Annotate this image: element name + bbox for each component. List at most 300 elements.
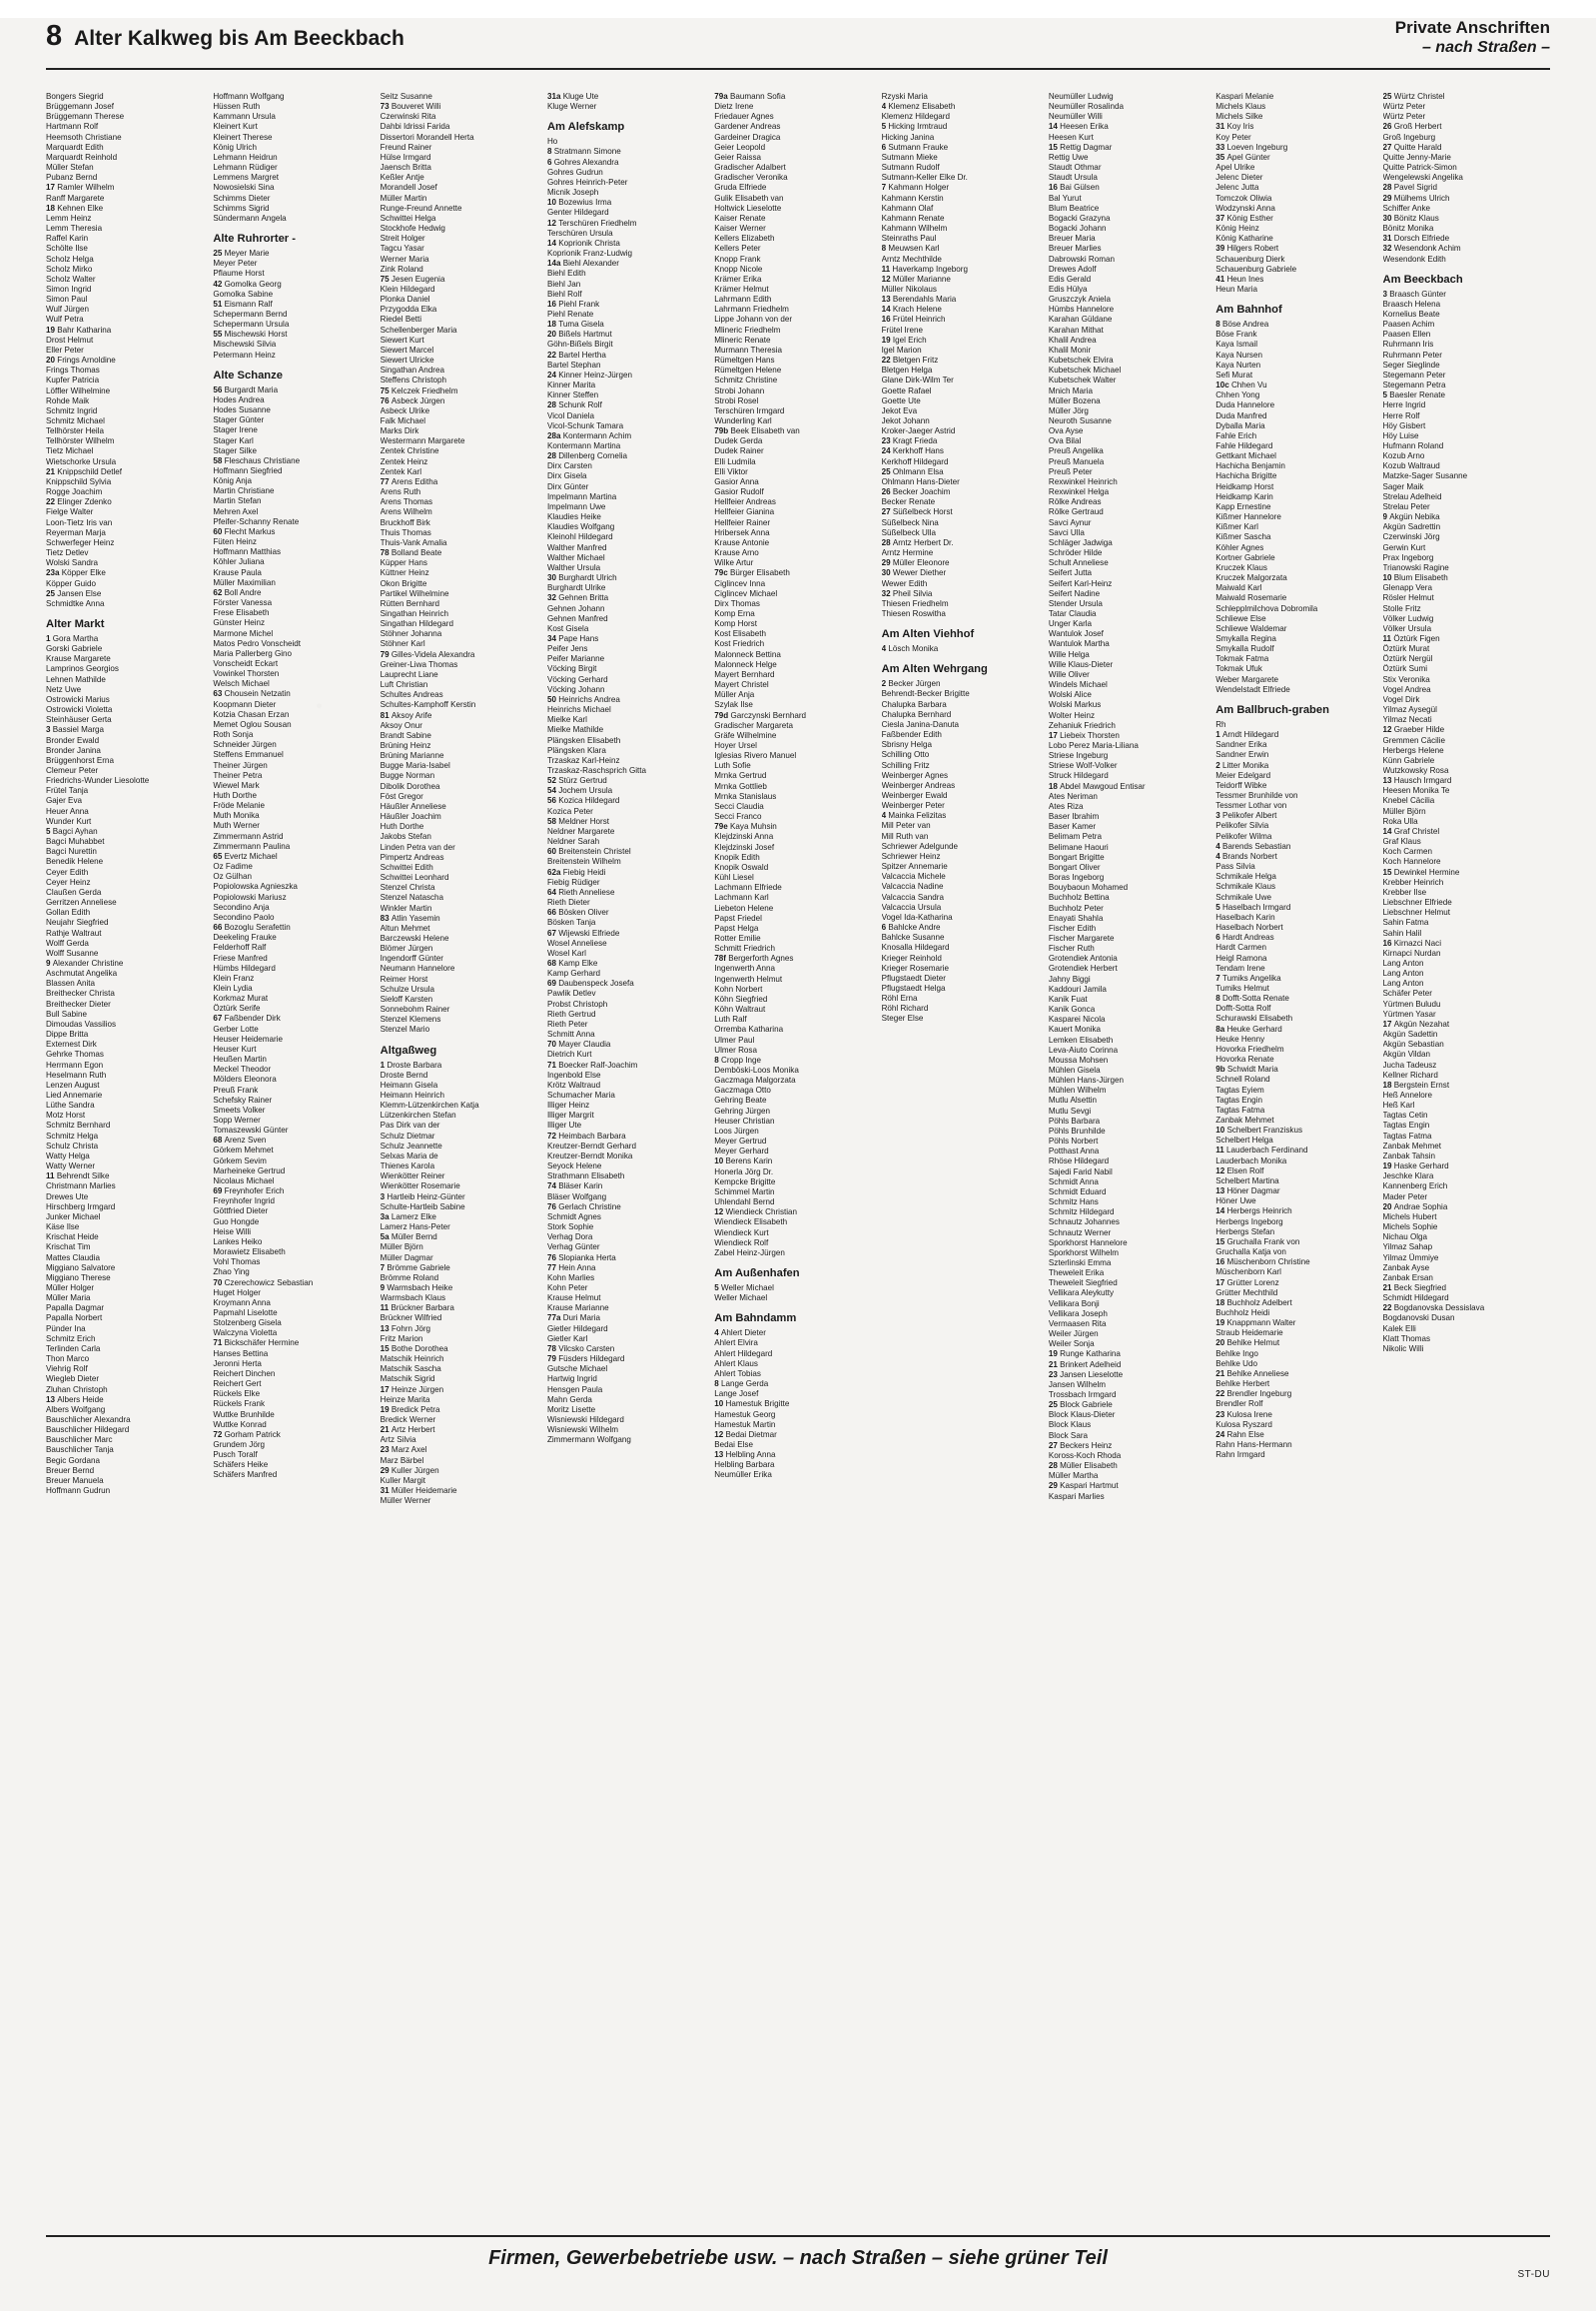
directory-entry: Klemm-Lützenkirchen Katja: [380, 1101, 479, 1111]
directory-entry: Luth Sofie: [714, 761, 751, 771]
directory-entry: Heuser Christian: [714, 1116, 775, 1126]
directory-entry: 29 Mülhems Ulrich: [1382, 193, 1450, 203]
directory-entry: Welsch Michael: [213, 679, 270, 689]
house-number: 21: [380, 1425, 392, 1435]
directory-entry: Jekot Eva: [881, 405, 918, 415]
directory-entry: Neldner Margarete: [546, 826, 615, 836]
directory-entry: Siewert Kurt: [380, 335, 424, 345]
house-number: 29: [881, 558, 893, 568]
directory-entry: Terschüren Ursula: [546, 228, 613, 238]
street-heading: Am Ballbruch-graben: [1215, 703, 1329, 716]
directory-entry: 76 Asbeck Jürgen: [380, 395, 445, 405]
directory-entry: Gruszczyk Aniela: [1048, 295, 1111, 305]
directory-entry: Brüggemann Josef: [46, 102, 114, 112]
directory-entry: Zentek Heinz: [380, 456, 428, 466]
directory-entry: Dirx Thomas: [714, 598, 760, 608]
footer-rule: [46, 2235, 1550, 2237]
directory-entry: Schmitt Anna: [546, 1030, 595, 1040]
directory-entry: Friedrichs-Wunder Liesolotte: [46, 776, 150, 786]
directory-entry: Tumiks Helmut: [1215, 983, 1269, 993]
directory-entry: Pimpertz Andreas: [380, 852, 444, 862]
directory-entry: 77a Duri Maria: [546, 1313, 601, 1323]
directory-entry: Heselmann Ruth: [46, 1070, 107, 1080]
house-number: 28: [1048, 1461, 1061, 1471]
directory-entry: Koch Carmen: [1382, 847, 1432, 857]
directory-entry: Krieger Reinhold: [881, 953, 942, 963]
directory-entry: 20 Andrae Sophia: [1382, 1201, 1448, 1211]
directory-entry: Kerkhoff Hildegard: [881, 456, 949, 466]
directory-entry: 15 Bothe Dorothea: [380, 1343, 448, 1353]
directory-entry: Völker Ursula: [1382, 623, 1432, 633]
directory-entry: Clemeur Peter: [46, 766, 99, 775]
directory-entry: Komp Erna: [714, 608, 755, 618]
directory-entry: Roth Sonja: [213, 730, 254, 740]
directory-entry: Chhen Yong: [1215, 390, 1260, 400]
directory-entry: Gaczmaga Otto: [714, 1086, 771, 1096]
directory-entry: Stenzel Mario: [380, 1025, 430, 1035]
directory-entry: Kauert Monika: [1048, 1025, 1102, 1035]
directory-entry: 65 Evertz Michael: [213, 851, 278, 861]
house-number: 12: [546, 218, 559, 228]
directory-entry: Illiger Ute: [546, 1121, 582, 1131]
house-number: 16: [1215, 1257, 1227, 1267]
directory-entry: Zabel Heinz-Jürgen: [714, 1247, 785, 1257]
directory-entry: Schultes Andreas: [380, 690, 443, 700]
house-number: 42: [213, 279, 225, 289]
directory-entry: Röhl Erna: [881, 994, 918, 1004]
directory-entry: Köhn Siegfried: [714, 994, 768, 1004]
house-number: 22: [546, 350, 559, 360]
directory-entry: Tagcu Yasar: [380, 244, 424, 254]
directory-entry: Klaudies Heike: [546, 512, 601, 522]
directory-entry: Herbergs Ingeborg: [1215, 1216, 1283, 1226]
house-number: 30: [881, 568, 893, 578]
directory-entry: Wille Klaus-Dieter: [1048, 659, 1114, 669]
house-number: 21: [46, 466, 58, 476]
directory-entry: Simon Paul: [46, 295, 88, 305]
directory-entry: Knopik Oswald: [714, 862, 769, 872]
directory-entry: Partikel Wilhelmine: [380, 588, 449, 598]
directory-entry: Heimann Heinrich: [380, 1091, 444, 1100]
directory-entry: Krebber Heinrich: [1382, 877, 1444, 887]
directory-entry: Seifert Karl-Heinz: [1048, 578, 1113, 588]
directory-entry: Hümbs Hannelore: [1048, 305, 1115, 315]
directory-entry: Braasch Helena: [1382, 299, 1441, 309]
directory-entry: Mölders Eleonora: [213, 1075, 277, 1085]
directory-entry: Walther Michael: [546, 552, 605, 562]
house-number: 25: [46, 588, 58, 598]
directory-entry: Gehring Beate: [714, 1096, 767, 1106]
house-number: 62: [213, 587, 225, 597]
directory-entry: 12 Wiendieck Christian: [714, 1207, 798, 1217]
directory-entry: Becker Renate: [881, 497, 936, 507]
directory-entry: 19 Bredick Petra: [380, 1404, 440, 1414]
directory-entry: Smykalla Rudolf: [1215, 644, 1274, 654]
directory-entry: Arens Wilhelm: [380, 507, 432, 517]
directory-entry: 1 Droste Barbara: [380, 1060, 442, 1070]
directory-entry: Stender Ursula: [1048, 598, 1103, 608]
directory-entry: Straub Heidemarie: [1215, 1328, 1283, 1338]
directory-entry: Walther Manfred: [546, 542, 607, 552]
directory-entry: Kohn Marlies: [546, 1272, 595, 1282]
directory-entry: Weiler Jürgen: [1048, 1329, 1099, 1339]
directory-entry: Trossbach Irmgard: [1048, 1390, 1117, 1399]
house-number: 19: [1215, 1318, 1227, 1328]
directory-entry: Krischat Tim: [46, 1242, 91, 1252]
directory-entry: Stager Günter: [213, 415, 265, 425]
house-number: 14: [881, 305, 893, 315]
directory-entry: 7 Tumiks Angelika: [1215, 973, 1281, 983]
directory-entry: Kuller Margit: [380, 1475, 426, 1485]
directory-entry: Akgün Vildan: [1382, 1050, 1431, 1060]
directory-entry: 1 Gora Martha: [46, 633, 99, 643]
directory-entry: Begic Gordana: [46, 1455, 100, 1465]
directory-entry: Arntz Mechthilde: [881, 254, 942, 264]
directory-entry: Mader Peter: [1382, 1191, 1428, 1201]
directory-entry: 77 Arens Editha: [380, 476, 438, 486]
directory-entry: 23 Kulosa Irene: [1215, 1409, 1272, 1419]
house-number: 8: [714, 1379, 722, 1389]
directory-entry: Faßbender Edith: [881, 730, 942, 740]
directory-entry: 13 Albers Heide: [46, 1394, 104, 1404]
directory-entry: Schwittei Helga: [380, 213, 436, 223]
directory-entry: Scholz Helga: [46, 254, 94, 264]
directory-entry: Kulosa Ryszard: [1215, 1419, 1272, 1429]
directory-entry: Simon Ingrid: [46, 284, 92, 294]
directory-entry: Wisniewski Wilhelm: [546, 1425, 618, 1435]
directory-entry: 18 Tuma Gisela: [546, 320, 604, 330]
directory-entry: Vonscheidt Eckart: [213, 658, 279, 668]
directory-entry: 2 Becker Jürgen: [881, 679, 941, 689]
directory-entry: Seyock Helene: [546, 1161, 602, 1171]
directory-entry: Papmahl Liselotte: [213, 1307, 278, 1317]
house-number: 58: [546, 816, 559, 826]
directory-entry: Preuß Peter: [1048, 466, 1093, 476]
directory-entry: Weinberger Agnes: [881, 770, 949, 780]
directory-entry: Marquardt Reinhold: [46, 152, 118, 162]
house-number: 13: [380, 1323, 392, 1333]
directory-entry: 14 Graf Christel: [1382, 826, 1440, 836]
directory-entry: Chalupka Barbara: [881, 699, 947, 709]
directory-entry: Müller Nikolaus: [881, 284, 937, 294]
directory-entry: 16 Bai Gülsen: [1048, 183, 1100, 193]
directory-entry: Christmann Marlies: [46, 1181, 116, 1191]
directory-entry: Krebber Ilse: [1382, 887, 1427, 897]
directory-entry: Malonneck Bettina: [714, 649, 781, 659]
directory-entry: Drost Helmut: [46, 335, 94, 345]
directory-entry: 35 Apel Günter: [1215, 152, 1270, 162]
directory-entry: Schäfer Peter: [1382, 989, 1432, 999]
directory-entry: 19 Runge Katharina: [1048, 1349, 1121, 1359]
directory-entry: Paasen Achim: [1382, 320, 1435, 330]
directory-entry: Rösler Helmut: [1382, 593, 1434, 603]
directory-entry: Mrnka Stanislaus: [714, 791, 777, 801]
directory-entry: Stenzel Natascha: [380, 893, 444, 903]
directory-entry: Gehnen Manfred: [546, 613, 608, 623]
house-number: 4: [881, 102, 889, 112]
directory-entry: Peifer Marianne: [546, 654, 605, 664]
directory-entry: Rütten Bernhard: [380, 598, 440, 608]
directory-entry: Paasen Ellen: [1382, 330, 1431, 340]
house-number: 29: [1048, 1481, 1061, 1491]
directory-entry: Maria Pallerberg Gino: [213, 648, 293, 658]
directory-entry: Verhag Dora: [546, 1232, 593, 1242]
directory-entry: Miggiano Therese: [46, 1272, 111, 1282]
directory-entry: Heß Karl: [1382, 1101, 1415, 1111]
directory-entry: Gollan Edith: [46, 908, 91, 918]
directory-entry: Vellikara Joseph: [1048, 1308, 1108, 1318]
directory-entry: Kozub Arno: [1382, 451, 1425, 461]
directory-entry: Tagtas Fatma: [1382, 1131, 1432, 1141]
directory-entry: Sager Maik: [1382, 481, 1424, 491]
directory-entry: Lahrmann Friedhelm: [714, 305, 789, 315]
directory-entry: König Katharine: [1215, 234, 1273, 244]
directory-entry: 6 Hardt Andreas: [1215, 933, 1274, 943]
directory-entry: Jucha Tadeusz: [1382, 1060, 1437, 1070]
house-number: 79: [546, 1354, 559, 1364]
directory-entry: Bagci Nurettin: [46, 847, 97, 857]
directory-entry: Sutmann Rudolf: [881, 163, 940, 173]
house-number: 75: [380, 385, 392, 395]
directory-entry: Theweleit Siegfried: [1048, 1278, 1118, 1288]
directory-entry: Käse Ilse: [46, 1222, 80, 1232]
directory-entry: Rzyski Maria: [881, 92, 928, 101]
house-number: 15: [1382, 867, 1394, 877]
directory-entry: 5 Weller Michael: [714, 1282, 774, 1292]
house-number: 23: [1048, 1369, 1061, 1379]
directory-entry: Rexwinkel Heinrich: [1048, 476, 1118, 486]
directory-entry: Singathan Andrea: [380, 366, 444, 376]
directory-entry: Hellfeier Rainer: [714, 517, 771, 527]
directory-entry: Grotendiek Herbert: [1048, 964, 1118, 974]
directory-entry: Weinberger Ewald: [881, 791, 948, 800]
directory-entry: 19 Bahr Katharina: [46, 325, 112, 335]
directory-column: [381, 92, 547, 2219]
directory-entry: Klaudies Wolfgang: [546, 522, 615, 532]
directory-entry: 69 Freynhofer Erich: [213, 1186, 285, 1196]
directory-entry: Vogel Ida-Katharina: [881, 912, 953, 922]
directory-entry: Schauenburg Dierk: [1215, 254, 1285, 264]
directory-entry: Riedel Betti: [380, 315, 422, 325]
directory-entry: Tietz Detlev: [46, 548, 89, 558]
directory-entry: Scholz Mirko: [46, 264, 93, 274]
directory-entry: Heuser Kurt: [213, 1044, 257, 1054]
directory-entry: 9b Schwidt Maria: [1215, 1065, 1278, 1075]
directory-entry: Zimmermann Astrid: [213, 831, 284, 841]
directory-entry: Zanbak Tahsin: [1382, 1151, 1435, 1160]
directory-entry: Sandner Erwin: [1215, 750, 1269, 760]
directory-entry: Kißmer Sascha: [1215, 532, 1271, 542]
directory-entry: Valcaccia Ursula: [881, 902, 942, 912]
house-number: 41: [1215, 274, 1227, 284]
directory-entry: 72 Heimbach Barbara: [546, 1131, 626, 1141]
directory-entry: Breithecker Christa: [46, 989, 115, 999]
directory-entry: Heemsoth Christiane: [46, 132, 122, 142]
directory-entry: Kroymann Anna: [213, 1297, 271, 1307]
directory-entry: 60 Breitenstein Christel: [546, 847, 631, 857]
directory-entry: Klatt Thomas: [1382, 1333, 1431, 1343]
directory-entry: Vicol Daniela: [546, 410, 595, 420]
directory-entry: Schmitz Hildegard: [1048, 1207, 1115, 1217]
directory-entry: Rümeltgen Hans: [714, 356, 775, 366]
directory-entry: Ruhrmann Iris: [1382, 340, 1434, 350]
directory-entry: Müller Maximilian: [213, 577, 276, 587]
directory-entry: Mehren Axel: [213, 506, 259, 516]
house-number: 13: [881, 295, 893, 305]
directory-entry: 28 Schunk Rolf: [546, 400, 602, 410]
directory-entry: Verhag Günter: [546, 1242, 600, 1252]
house-number: 70: [213, 1277, 225, 1287]
directory-entry: Westermann Margarete: [380, 436, 465, 446]
street-heading: Am Bahnhof: [1215, 304, 1282, 317]
directory-entry: Strelau Peter: [1382, 501, 1430, 511]
directory-entry: Schepermann Bernd: [213, 309, 288, 319]
directory-entry: 18 Buchholz Adelbert: [1215, 1297, 1292, 1307]
house-number: 62a: [546, 867, 563, 877]
directory-entry: Kluge Werner: [546, 102, 597, 112]
directory-entry: Öztürk Murat: [1382, 644, 1430, 654]
house-number: 13: [1382, 776, 1394, 786]
directory-entry: Yilmaz Aysegül: [1382, 705, 1437, 715]
directory-entry: 68 Arenz Sven: [213, 1136, 267, 1146]
directory-entry: Kellers Elizabeth: [714, 234, 775, 244]
directory-entry: Pubanz Bernd: [46, 173, 98, 183]
house-number: 35: [1215, 152, 1227, 162]
directory-columns: [46, 92, 1550, 2219]
house-number: 68: [213, 1136, 225, 1146]
directory-entry: Ciglincev Michael: [714, 588, 778, 598]
directory-entry: 13 Helbling Anna: [714, 1450, 776, 1460]
house-number: 11: [46, 1171, 57, 1181]
directory-entry: 81 Aksoy Arife: [380, 710, 432, 720]
directory-entry: Wolter Heinz: [1048, 710, 1096, 720]
directory-entry: 28a Kontermann Achim: [546, 430, 632, 440]
directory-entry: Theiner Petra: [213, 770, 263, 780]
house-number: 14a: [546, 259, 563, 269]
directory-entry: 27 Quitte Harald: [1382, 142, 1442, 152]
directory-entry: 17 Grütter Lorenz: [1215, 1277, 1279, 1287]
directory-entry: Klemenz Hildegard: [881, 112, 950, 122]
directory-entry: Rh: [1215, 719, 1226, 729]
directory-entry: Strathmann Elisabeth: [546, 1171, 625, 1181]
house-number: 31a: [546, 92, 563, 101]
directory-entry: 21 Behlke Anneliese: [1215, 1368, 1289, 1378]
directory-entry: Claußen Gerda: [46, 887, 102, 897]
directory-entry: Kleinohl Hildegard: [546, 532, 613, 542]
directory-entry: Schiffer Anke: [1382, 203, 1431, 213]
directory-entry: Müller Maria: [46, 1293, 91, 1303]
house-number: 37: [1215, 213, 1227, 223]
directory-entry: 31 Müller Heidemarie: [380, 1486, 457, 1496]
directory-entry: Bösken Tanja: [546, 918, 596, 928]
directory-entry: Kißmer Hannelore: [1215, 512, 1281, 522]
directory-entry: Marheineke Gertrud: [213, 1165, 286, 1175]
directory-entry: Knippschild Sylvia: [46, 476, 112, 486]
directory-entry: Elli Viktor: [714, 466, 748, 476]
directory-entry: Valcaccia Nadine: [881, 882, 944, 892]
directory-entry: Wille Oliver: [1048, 669, 1090, 679]
directory-entry: Siewert Ulricke: [380, 356, 434, 366]
header-section-label: Private Anschriften: [1394, 18, 1550, 37]
directory-entry: Fritz Marion: [380, 1333, 423, 1343]
house-number: 11: [1382, 633, 1394, 643]
house-number: 15: [380, 1343, 392, 1353]
directory-entry: Hartmann Rolf: [46, 122, 99, 132]
street-heading: Altgaßweg: [380, 1044, 437, 1057]
directory-entry: 10 Schelbert Franziskus: [1215, 1126, 1303, 1136]
directory-entry: Ciesla Janina-Danuta: [881, 719, 959, 729]
directory-entry: Wille Helga: [1048, 649, 1090, 659]
directory-entry: Block Klaus: [1048, 1420, 1092, 1430]
directory-page: [0, 18, 1596, 2311]
directory-entry: Wuttke Konrad: [213, 1419, 267, 1429]
directory-entry: Struck Hildegard: [1048, 771, 1109, 781]
house-number: 16: [881, 315, 893, 325]
directory-entry: 83 Atlin Yasemin: [380, 913, 440, 923]
house-number: 5: [1215, 902, 1222, 912]
house-number: 79a: [714, 92, 731, 101]
directory-entry: Michels Klaus: [1215, 102, 1266, 112]
directory-entry: 41 Heun Ines: [1215, 274, 1264, 284]
directory-entry: Meckel Theodor: [213, 1065, 272, 1075]
directory-entry: Würtz Peter: [1382, 112, 1426, 122]
directory-entry: Wodzynski Anna: [1215, 203, 1275, 213]
directory-entry: Jansen Wilhelm: [1048, 1379, 1107, 1389]
directory-entry: Breuer Maria: [1048, 234, 1096, 244]
house-number: 19: [46, 325, 58, 335]
directory-entry: Ostrowicki Marius: [46, 694, 110, 704]
directory-entry: Thienes Karola: [380, 1161, 435, 1171]
directory-entry: Helbling Barbara: [714, 1460, 775, 1470]
house-number: 15: [1048, 142, 1061, 152]
directory-entry: Heise Willi: [213, 1226, 252, 1236]
directory-entry: Lachmann Karl: [714, 893, 769, 903]
directory-entry: Gradischer Veronika: [714, 173, 788, 183]
directory-entry: Kalek Elli: [1382, 1323, 1416, 1333]
directory-entry: Schäfers Manfred: [213, 1470, 278, 1480]
directory-entry: 79c Bürger Elisabeth: [714, 568, 790, 578]
directory-entry: Scholz Walter: [46, 274, 96, 284]
directory-entry: Künn Gabriele: [1382, 755, 1435, 765]
directory-entry: Knopik Edith: [714, 852, 760, 862]
house-number: 68: [546, 958, 559, 968]
directory-entry: Runge-Freund Annette: [380, 203, 462, 213]
directory-entry: Vermaasen Rita: [1048, 1318, 1107, 1328]
house-number: 52: [546, 776, 559, 786]
directory-entry: Breuer Bernd: [46, 1465, 95, 1475]
house-number: 8: [1215, 994, 1222, 1004]
directory-entry: Huth Dorthe: [213, 791, 257, 800]
directory-entry: Schmidt Agnes: [546, 1211, 601, 1221]
directory-entry: Mühlen Wilhelm: [1048, 1086, 1107, 1096]
house-number: 54: [546, 786, 559, 796]
directory-entry: Krämer Erika: [714, 274, 762, 284]
directory-column: [46, 92, 213, 2219]
directory-entry: 25 Ohlmann Elsa: [881, 466, 944, 476]
house-number: 27: [1382, 142, 1394, 152]
directory-entry: Göttfried Dieter: [213, 1206, 269, 1216]
house-number: 23: [380, 1445, 392, 1455]
directory-entry: 78f Bergerforth Agnes: [714, 954, 794, 964]
directory-entry: Kontermann Martina: [546, 441, 621, 450]
directory-entry: Gardeiner Dragica: [714, 132, 781, 142]
directory-entry: Bongart Oliver: [1048, 862, 1101, 872]
directory-entry: 13 Fohrn Jörg: [380, 1323, 431, 1333]
house-number: 18: [46, 203, 58, 213]
directory-entry: Hellfeier Gianina: [714, 507, 775, 517]
house-number: 31: [1382, 234, 1394, 244]
directory-column: [714, 92, 881, 2219]
